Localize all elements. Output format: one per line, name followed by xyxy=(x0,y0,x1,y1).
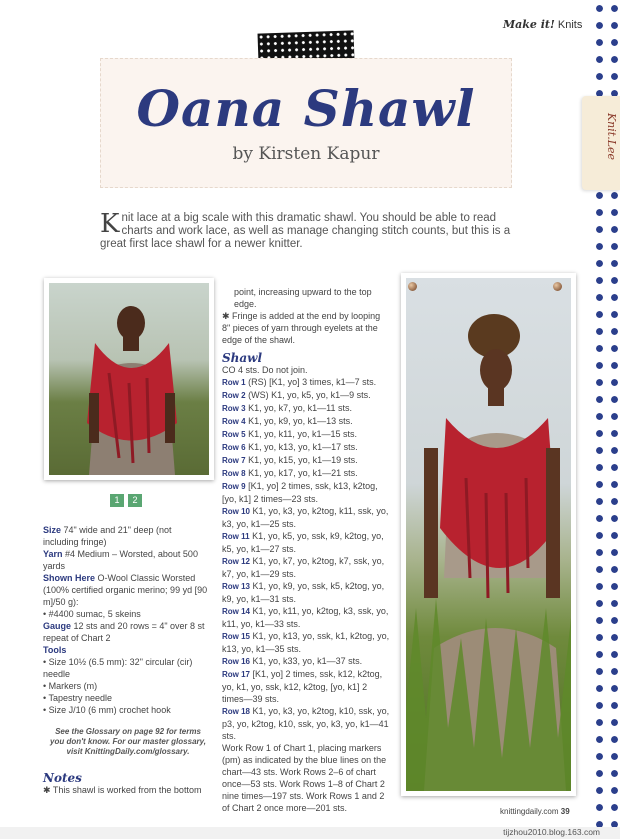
tool-item: • Size 10½ (6.5 mm): 32" circular (cir) needle xyxy=(43,657,193,679)
row-label: Row 18 xyxy=(222,707,251,716)
model-figure-large xyxy=(406,278,571,791)
row-label: Row 1 xyxy=(222,378,246,387)
tool-item: • Markers (m) xyxy=(43,681,98,691)
pattern-column xyxy=(222,286,390,814)
page-title: Oana Shawl xyxy=(136,79,476,138)
shawl-closeup-photo xyxy=(44,278,214,480)
tool-item: • Tapestry needle xyxy=(43,693,113,703)
row-text: K1, yo, k17, yo, k1—21 sts. xyxy=(248,468,358,478)
size-line: Size 74" wide and 21" deep (not including fringe) xyxy=(43,525,172,547)
yarn-line: Yarn #4 Medium – Worsted, about 500 yards xyxy=(43,549,198,571)
tool-item: • Size J/10 (6 mm) crochet hook xyxy=(43,705,171,715)
row-text: K1, yo, k11, yo, k1—15 sts. xyxy=(248,429,357,439)
shawl-heading: Shawl xyxy=(222,351,263,365)
pattern-row xyxy=(222,555,390,580)
model-figure-small xyxy=(49,283,209,475)
shown-bullet: • #4400 sumac, 5 skeins xyxy=(43,609,141,619)
work-instructions: Work Row 1 of Chart 1, placing markers (pm) as indicated by the blue lines on the chart—43 sts. Work Rows 2–6 of chart once—53 sts. Work Rows 1–8 of Chart 2 nine times—197 sts. Work Rows 1 and 2 of Chart 2 once more—201 sts. xyxy=(222,743,387,813)
gauge-line: Gauge 12 sts and 20 rows = 4" over 8 st repeat of Chart 2 xyxy=(43,621,205,643)
glossary-note: See the Glossary on page 92 for terms you don't know. For our master glossary, visit KnittingDaily.com/glossary. xyxy=(50,727,206,756)
note-continuation: point, increasing upward to the top edge. xyxy=(234,287,372,309)
intro-paragraph xyxy=(100,209,518,251)
title-card xyxy=(100,58,512,188)
row-text: [K1, yo] 2 times, ssk, k12, k2tog, yo, k1, yo, ssk, k12, k2tog, [yo, k1] 2 times—39 sts. xyxy=(222,669,383,704)
row-label: Row 14 xyxy=(222,607,251,616)
row-text: K1, yo, k11, yo, k2tog, k3, ssk, yo, k11, yo, k1—33 sts. xyxy=(222,606,389,629)
cast-on-line: CO 4 sts. Do not join. xyxy=(222,365,308,375)
row-label: Row 16 xyxy=(222,657,251,666)
pattern-row xyxy=(222,402,390,415)
row-text: K1, yo, k7, yo, k2tog, k7, ssk, yo, k7, yo, k1—29 sts. xyxy=(222,556,385,579)
pattern-row xyxy=(222,505,390,530)
side-tab-label: Knit.Lee xyxy=(605,112,619,161)
row-label: Row 3 xyxy=(222,404,246,413)
row-text: (RS) [K1, yo] 3 times, k1—7 sts. xyxy=(248,377,377,387)
pushpin-icon xyxy=(408,282,417,291)
pattern-row xyxy=(222,454,390,467)
row-label: Row 4 xyxy=(222,417,246,426)
pattern-row xyxy=(222,705,390,742)
pattern-row xyxy=(222,428,390,441)
page-number: 39 xyxy=(560,807,570,816)
footer-site: knittingdaily.com xyxy=(500,807,559,816)
specs-block xyxy=(43,524,209,716)
pattern-row xyxy=(222,530,390,555)
model-photo xyxy=(401,273,576,796)
pattern-row xyxy=(222,480,390,505)
row-label: Row 7 xyxy=(222,456,246,465)
row-text: K1, yo, k3, yo, k2tog, k11, ssk, yo, k3, yo, k1—25 sts. xyxy=(222,506,389,529)
pattern-row xyxy=(222,389,390,402)
note-item: ✱ Fringe is added at the end by looping 8" pieces of yarn through eyelets at the edge of the shawl. xyxy=(222,311,381,345)
intro-text: nit lace at a big scale with this dramatic shawl. You should be able to read charts and work lace, as well as manage changing stitch counts, but this is a great first lace shawl for a newer knitter. xyxy=(100,212,511,250)
note-item: ✱ This shawl is worked from the bottom xyxy=(43,785,202,795)
drop-cap: K xyxy=(100,209,120,239)
row-label: Row 5 xyxy=(222,430,246,439)
pushpin-icon xyxy=(553,282,562,291)
row-label: Row 12 xyxy=(222,557,251,566)
row-label: Row 10 xyxy=(222,507,251,516)
row-label: Row 13 xyxy=(222,582,251,591)
chart-key-1: 1 xyxy=(110,494,124,507)
pattern-row xyxy=(222,655,390,668)
row-text: K1, yo, k13, yo, k1—17 sts. xyxy=(248,442,358,452)
tools-heading: Tools xyxy=(43,645,67,655)
row-text: K1, yo, k13, yo, ssk, k1, k2tog, yo, k13, yo, k1—35 sts. xyxy=(222,631,390,654)
row-label: Row 6 xyxy=(222,443,246,452)
pattern-row xyxy=(222,441,390,454)
row-text: K1, yo, k9, yo, k1—13 sts. xyxy=(248,416,353,426)
row-label: Row 15 xyxy=(222,632,251,641)
pattern-row xyxy=(222,605,390,630)
row-label: Row 9 xyxy=(222,482,246,491)
row-text: K1, yo, k5, yo, ssk, k9, k2tog, yo, k5, yo, k1—27 sts. xyxy=(222,531,384,554)
chart-key-2: 2 xyxy=(128,494,142,507)
section-label: Knits xyxy=(557,19,583,31)
page-footer xyxy=(500,807,570,816)
row-text: K1, yo, k3, yo, k2tog, k10, ssk, yo, p3, yo, k2tog, k10, ssk, yo, k3, yo, k1—41 sts. xyxy=(222,706,390,741)
make-it-label: Make it! xyxy=(503,18,555,31)
row-text: [K1, yo] 2 times, ssk, k13, k2tog, [yo, k1] 2 times—23 sts. xyxy=(222,481,378,504)
row-text: K1, yo, k15, yo, k1—19 sts. xyxy=(248,455,358,465)
row-text: K1, yo, k9, yo, ssk, k5, k2tog, yo, k9, yo, k1—31 sts. xyxy=(222,581,385,604)
notes-heading: Notes xyxy=(43,771,82,785)
row-text: (WS) K1, yo, k5, yo, k1—9 sts. xyxy=(248,390,371,400)
pattern-row xyxy=(222,668,390,705)
row-label: Row 11 xyxy=(222,532,250,541)
side-tab xyxy=(582,96,620,190)
row-list xyxy=(222,376,390,742)
row-text: K1, yo, k33, yo, k1—37 sts. xyxy=(252,656,363,666)
row-label: Row 2 xyxy=(222,391,246,400)
section-header xyxy=(503,18,582,31)
pattern-row xyxy=(222,630,390,655)
byline: by Kirsten Kapur xyxy=(232,144,380,164)
row-text: K1, yo, k7, yo, k1—11 sts. xyxy=(248,403,352,413)
pattern-row xyxy=(222,580,390,605)
pattern-row xyxy=(222,415,390,428)
row-label: Row 17 xyxy=(222,670,251,679)
watermark: tijzhou2010.blog.163.com xyxy=(0,827,620,839)
pattern-row xyxy=(222,376,390,389)
row-label: Row 8 xyxy=(222,469,246,478)
shown-line: Shown Here O-Wool Classic Worsted (100% certified organic merino; 99 yd [90 m]/50 g): xyxy=(43,573,208,607)
pattern-row xyxy=(222,467,390,480)
